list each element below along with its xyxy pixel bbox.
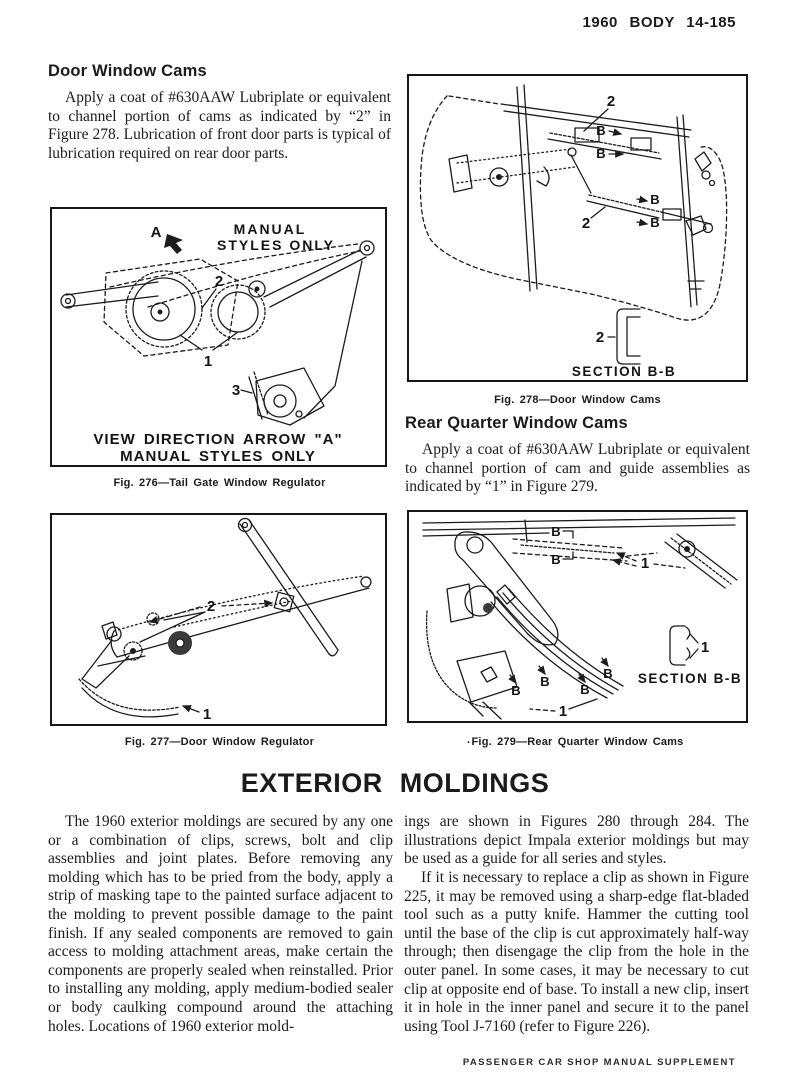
- fig279-section-title: SECTION B-B: [637, 671, 743, 686]
- fig278-label-2-mid: 2: [581, 215, 591, 232]
- fig278-label-2-section: 2: [595, 329, 605, 346]
- paragraph-rear-quarter-window-cams: Apply a coat of #630AAW Lubriplate or equivalent to channel portion of cam and guide assemblies as indicated by “1” in Figure 279.: [405, 441, 750, 496]
- fig279-label-1-section: 1: [700, 639, 710, 656]
- fig279-label-b-top2: B: [551, 552, 561, 567]
- fig279-label-b3: B: [580, 682, 590, 697]
- fig278-label-b1: B: [596, 123, 606, 138]
- fig278-label-b4: B: [650, 215, 660, 230]
- fig277-label-1: 1: [202, 706, 212, 723]
- fig279-label-b4: B: [603, 666, 613, 681]
- fig276-label-3: 3: [231, 382, 241, 399]
- fig277-label-2: 2: [206, 598, 216, 615]
- figure-278: [407, 74, 748, 382]
- figure-279-caption-marker: ·: [467, 737, 471, 749]
- fig276-label-1: 1: [203, 353, 213, 370]
- fig278-section-title: SECTION B-B: [571, 364, 677, 379]
- figure-279: [407, 510, 748, 723]
- fig276-label-a: A: [150, 224, 162, 241]
- page-footer: PASSENGER CAR SHOP MANUAL SUPPLEMENT: [462, 1057, 736, 1068]
- fig279-label-1-bottom: 1: [558, 703, 568, 720]
- fig276-note-line1: VIEW DIRECTION ARROW "A": [93, 431, 343, 448]
- paragraph-door-window-cams: Apply a coat of #630AAW Lubriplate or equivalent to channel portion of cams as indicated by “2” in Figure 278. Lubrication of front door parts is typical of lubrication required on rear door parts.: [48, 89, 391, 162]
- rear-quarter-window-cams-drawing: [409, 512, 746, 721]
- fig276-manual-line2: STYLES ONLY: [217, 237, 335, 253]
- fig279-label-b2: B: [540, 674, 550, 689]
- fig279-label-b1: B: [511, 683, 521, 698]
- fig276-label-2: 2: [214, 273, 224, 290]
- tailgate-regulator-drawing: [52, 209, 385, 465]
- fig278-label-2-top: 2: [606, 93, 616, 110]
- fig278-label-b2: B: [596, 146, 606, 161]
- exterior-moldings-right-column-p2: If it is necessary to replace a clip as shown in Figure 225, it may be removed using a sharp-edge flat-bladed tool such as a putty knife. Hammer the cutting tool until the base of the clip is cut approximately half-way through; then disengage the clip from the hole in the outer panel. In some cases, it may be necessary to cut clip at opposite end of base. To install a new clip, insert it in hole in the inner panel and secure it to the panel using Tool J-7160 (refer to Figure 226).: [404, 869, 749, 1035]
- figure-276-caption: Fig. 276—Tail Gate Window Regulator: [113, 477, 326, 489]
- exterior-moldings-left-column: The 1960 exterior moldings are secured by any one or a combination of clips, screws, bolt and clip assemblies and joint plates. Before removing any molding which has to be pried from the body, apply a strip of masking tape to the painted surface adjacent to the molding to prevent possible damage to the paint finish. If any sealed components are removed to gain access to molding attachment areas, make certain the components are properly sealed when reinstalled. Prior to installing any molding, apply medium-bodied sealer or body caulking compound around the attaching holes. Locations of 1960 exterior mold-: [48, 813, 393, 1035]
- exterior-moldings-right-column-p1: ings are shown in Figures 280 through 284. The illustrations depict Impala exterior moldings but may be used as a guide for all series and styles.: [404, 813, 749, 868]
- fig279-label-1-right: 1: [640, 555, 650, 572]
- figure-278-caption: Fig. 278—Door Window Cams: [494, 394, 661, 406]
- heading-exterior-moldings: EXTERIOR MOLDINGS: [240, 768, 550, 798]
- heading-rear-quarter-window-cams: Rear Quarter Window Cams: [405, 414, 628, 432]
- heading-door-window-cams: Door Window Cams: [48, 62, 207, 80]
- figure-279-caption: Fig. 279—Rear Quarter Window Cams: [471, 736, 684, 748]
- page-header: 1960 BODY 14-185: [582, 14, 736, 31]
- figure-276: [50, 207, 387, 467]
- figure-277-caption: Fig. 277—Door Window Regulator: [124, 736, 315, 748]
- door-window-cams-drawing: [409, 76, 746, 380]
- door-window-regulator-drawing: [52, 515, 385, 724]
- fig279-label-b-top1: B: [551, 524, 561, 539]
- fig278-label-b3: B: [650, 192, 660, 207]
- figure-277: [50, 513, 387, 726]
- fig276-note-line2: MANUAL STYLES ONLY: [120, 448, 316, 465]
- fig276-manual-line1: MANUAL: [233, 221, 307, 237]
